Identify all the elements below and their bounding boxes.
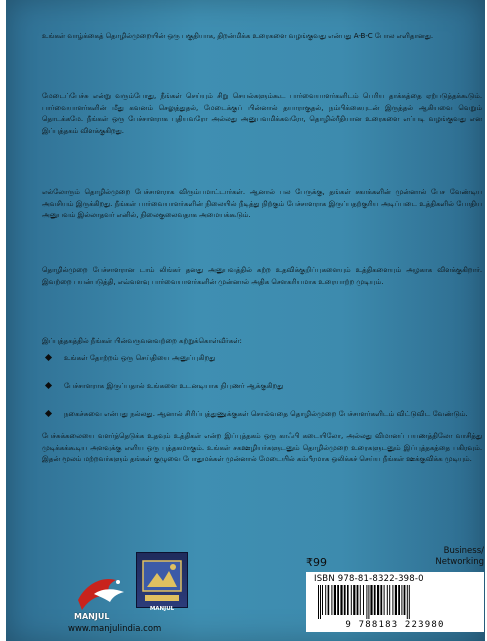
publisher-name: MANJUL: [74, 612, 110, 621]
back-cover: [6, 0, 485, 641]
publisher-logo: [72, 566, 130, 614]
barcode-digits: 9 788183 223980: [345, 620, 445, 630]
barcode: [306, 572, 484, 632]
award-badge-icon: [136, 552, 188, 608]
learning-list: [42, 352, 482, 432]
category-label: Business/ Networking: [435, 546, 484, 567]
publisher-website[interactable]: www.manjulindia.com: [68, 624, 162, 634]
paragraph-author: தொழில்முறை பேச்சாளரான டாம் லிங்கர் தனது அனுபவத்தில் கற்ற உதவிக்குறிப்புகளையும் உத்திகளையும் அழகாக விளக்குகிறார். இவற்றை பயன்படுத்தி, எவ்வளவு பார்வையாளர்களின் முன்னால் அதிக சௌகரியமாக உரையாற்ற முடியும்.: [42, 265, 482, 286]
list-item: [42, 352, 482, 380]
list-item: [42, 408, 482, 432]
paragraph-closing: பேச்சுக்கலையை வளர்த்தெடுக்க உதவும் உத்திகள் என்ற இப்புத்தகம் ஒரு காஃபி கடையிலோ, அல்லது விமானப் பயணத்திலோ வாசித்து முடிக்கக்கூடிய அளவுக்கு எளிய ஒரு புத்தகமாகும். உங்கள் சகஊழியர்களுடனும் தொழில்முறை உரைகளுடனும் இப்புத்தகத்தை பகிரவும். இதன் மூலம் மற்றவர்களும் தங்கள் குழுவை போதுமக்கள் முன்னால் மேடையில் கம்பீரமாக ஒலிக்கச் செய்ய நீங்கள் ஊக்குவிக்க முடியும்.: [42, 431, 482, 463]
bullet-icon: [45, 410, 52, 417]
bullet-text: நகைச்சுவை என்பது நல்லது. ஆனால் சிரிப்புத்துணுக்குகள் சொல்வதை தொழில்முறை பேச்சாளர்களிடம் விட்டுவிட வேண்டும்.: [64, 409, 468, 418]
paragraph-everyone: எல்லோரும் தொழில்முறை பேச்சாளராக விரும்பமாட்டார்கள். ஆனால் பல பேருக்கு, தங்கள் சகாக்களின் முன்னால் பேச வேண்டிய அவசியம் இருக்கிறது. நீங்கள் பார்வையாளர்களின் நிலையில் நீடித்து நிற்கும் பேச்சாளராக இருப்பதற்குரிய அடிப்படை உத்திகளில் போதிய அனுபவம் இல்லாதவர் எனில், நிலைகுலைவதாக அமையக்கூடும்.: [42, 187, 482, 219]
award-badge-label: MANJUL: [149, 606, 175, 612]
list-item: [42, 380, 482, 408]
isbn-text: ISBN 978-81-8322-398-0: [314, 574, 424, 584]
bullet-text: பேச்சாளராக இருப்பதால் உங்களை உடனடியாக நிபுணர் ஆக்குகிறது: [64, 381, 284, 390]
bullet-icon: [45, 354, 52, 361]
paragraph-stage-speaking: மேடைப்பேச்சு என்று வரும்போது, நீங்கள் செய்யும் சிறு செயல்களும்கூட பார்வையாளர்களிடம் பெரிய தாக்கத்தை ஏற்படுத்தக்கூடும். பார்வையாளர்களின் மீது கவனம் செலுத்துதல், மேடைக்குப் பின்னால் தயாராகுதல், நம்பிக்கையுடன் இருத்தல் ஆகியவை வெறும் தொடக்கமே. நீங்கள் ஒரு பேச்சாளராக புதியவரோ அல்லது அனுபவமிக்கவரோ, தொழில்ரீதியான உரைகளை எப்படி வழங்குவது என இப்புத்தகம் விளக்குகிறது.: [42, 91, 482, 135]
learn-intro: இப்புத்தகத்தில் நீங்கள் பின்வருவனவற்றை கற்றுக்கொள்வீர்கள்:: [42, 336, 242, 345]
barcode-bars: [316, 585, 476, 619]
price: ₹99: [306, 556, 327, 569]
bullet-icon: [45, 382, 52, 389]
paragraph-intro: உங்கள் வாழ்க்கைத் தொழில்முறையின் ஒரு பகுதியாக, திறன்மிக்க உரைகளை வழங்குவது என்பது A-B-C போல எளிதானது.: [42, 31, 434, 40]
bullet-text: உங்கள் தோற்றம் ஒரு செய்தியை அனுப்புகிறது: [64, 353, 216, 362]
